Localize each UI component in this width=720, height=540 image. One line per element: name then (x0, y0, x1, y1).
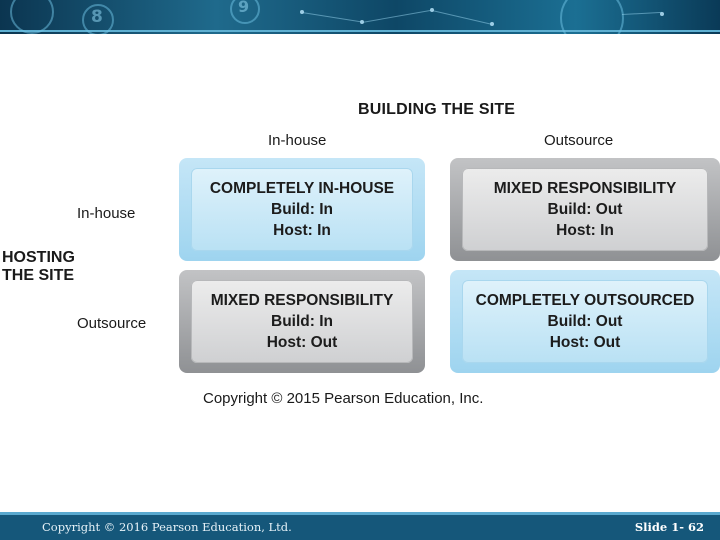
row-title-line-1: HOSTING (2, 249, 75, 266)
cell-host: Host: In (556, 222, 614, 239)
network-graph-icon (302, 12, 362, 23)
globe-icon (560, 0, 624, 34)
cell-mixed-build-out (450, 158, 720, 261)
column-title: BUILDING THE SITE (358, 101, 516, 118)
network-edge (432, 10, 492, 25)
cell-build: Build: Out (547, 201, 623, 218)
cell-host: Host: In (273, 222, 331, 239)
cell-host: Host: Out (549, 334, 621, 351)
figure-copyright: Copyright © 2015 Pearson Education, Inc. (203, 390, 484, 407)
cell-host: Host: Out (266, 334, 338, 351)
sphere-icon (10, 0, 54, 34)
network-edge (622, 12, 662, 15)
cell-mixed-build-in (179, 270, 425, 373)
number-eight-glyph: 8 (91, 7, 103, 27)
footer-copyright: Copyright © 2016 Pearson Education, Ltd. (42, 520, 292, 534)
row-label-in-house: In-house (77, 205, 136, 222)
cell-build: Build: Out (547, 313, 623, 330)
column-label-outsource: Outsource (544, 132, 614, 149)
cell-heading: MIXED RESPONSIBILITY (210, 292, 394, 309)
number-nine-glyph: 9 (238, 0, 250, 16)
cell-build: Build: In (271, 201, 333, 218)
row-label-outsource: Outsource (77, 315, 147, 332)
cell-completely-in-house (179, 158, 425, 261)
footer-bar (0, 512, 720, 540)
network-edge (362, 10, 431, 23)
cell-heading: COMPLETELY IN-HOUSE (209, 180, 395, 197)
cell-completely-outsourced (450, 270, 720, 373)
header-banner (0, 0, 720, 34)
row-title-line-2: THE SITE (2, 267, 75, 284)
cell-build: Build: In (271, 313, 333, 330)
footer-divider (0, 512, 720, 515)
cell-heading: COMPLETELY OUTSOURCED (475, 292, 695, 309)
row-title (2, 249, 75, 285)
cell-heading: MIXED RESPONSIBILITY (493, 180, 677, 197)
slide-number: Slide 1- 62 (634, 520, 704, 534)
column-label-in-house: In-house (268, 132, 327, 149)
